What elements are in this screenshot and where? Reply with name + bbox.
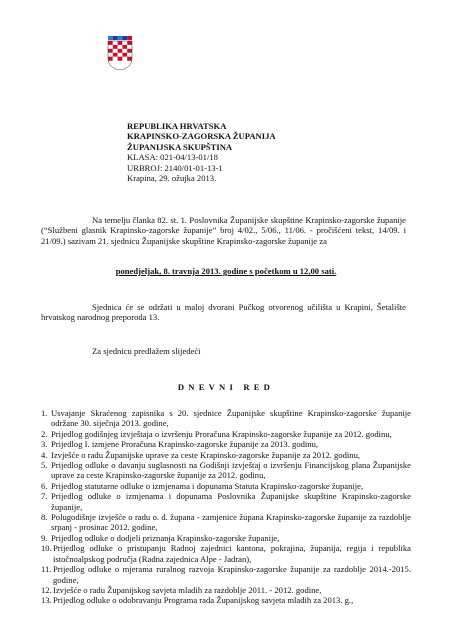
agenda-item	[41, 481, 411, 491]
intro-paragraph: Na temelju članka 82. st. 1. Poslovnika Županijske skupštine Krapinsko-zagorske županije (“Službeni glasnik Krapinsko-zagorske županije” broj 4/02., 5/06., 11/06. - pročišćeni tekst, 14/09. i 21/09.) sazivam 21. sjednicu Županijske skupštine Krapinsko-zagorske županije za	[41, 215, 406, 246]
agenda-item	[41, 408, 411, 429]
agenda-item	[41, 595, 411, 605]
agenda-item	[41, 543, 411, 564]
proposal-line: Za sjednicu predlažem slijedeći	[92, 346, 201, 356]
crest-square	[108, 41, 113, 45]
agenda-item-text: Prijedlog I. izmjene Proračuna Krapinsko-zagorske županije za 2013. godinu,	[51, 439, 319, 450]
agenda-item-text: Prijedlog odluke o dodjeli priznanja Krapinsko-zagorske županije,	[51, 532, 280, 543]
crest-square	[122, 49, 127, 53]
crest-square	[113, 53, 118, 57]
crest-square	[118, 45, 123, 49]
agenda-item-number: 7.	[41, 491, 48, 502]
crest-square	[113, 49, 118, 53]
agenda-item	[41, 533, 411, 543]
agenda-item-text: Izvješće o radu Županijske uprave za ceste Krapinsko-zagorske županije za 2012. godinu,	[51, 449, 361, 460]
header-country: REPUBLIKA HRVATSKA	[127, 121, 227, 131]
agenda-item	[41, 585, 411, 595]
crest-square	[108, 57, 113, 61]
agenda-title	[0, 382, 452, 392]
agenda-item-number: 1.	[41, 408, 48, 418]
agenda-item-number: 8.	[41, 512, 48, 523]
crest-square	[127, 57, 132, 61]
crest-square	[122, 57, 127, 61]
crest-square	[122, 53, 127, 57]
crest-square	[118, 49, 123, 53]
crest-square	[113, 57, 118, 61]
header-place-date: Krapina, 29. ožujka 2013.	[127, 173, 217, 184]
agenda-item	[41, 491, 411, 512]
agenda-item-text: Izvješće o radu Županijskog savjeta mladih za razdoblje 2011. - 2012. godine,	[53, 584, 322, 595]
header-urbroj: URBROJ: 2140/01-01-13-1	[127, 162, 223, 173]
agenda-item-number: 13.	[41, 595, 52, 606]
location-paragraph: Sjednica će se održati u maloj dvorani Pučkog otvorenog učilišta u Krapini, Šetalište hrvatskog narodnog preporoda 13.	[41, 302, 406, 323]
crest-square	[127, 53, 132, 57]
agenda-item-number: 10.	[41, 543, 52, 554]
agenda-item-text: Prijedlog odluke o davanju suglasnosti na Godišnji izvještaj o izvršenju Financijskog plana Županijske uprave za ceste Krapinsko-zagorske županije za 2012. godinu,	[51, 460, 411, 481]
crest-square	[108, 53, 113, 57]
agenda-item-number: 5.	[41, 460, 48, 471]
agenda-item	[41, 450, 411, 460]
agenda-item-text: Prijedlog odluke o mjerama ruralnog razvoja Krapinsko-zagorske županije za razdoblje 2014.-2015. godine,	[53, 564, 411, 585]
agenda-item	[41, 439, 411, 449]
header-klasa: KLASA: 021-04/13-01/18	[127, 152, 218, 163]
agenda-list	[41, 408, 411, 606]
agenda-item-number: 12.	[41, 584, 52, 595]
agenda-item-text: Prijedlog odluke o pristupanju Radnoj zajednici kantona, pokrajina, županija, regija i republika istočnoalpskog područja (Radna zajednica Alpe - Jadran),	[53, 543, 411, 564]
crest-square	[113, 45, 118, 49]
agenda-item-text: Usvajanje Skraćenog zapisnika s 20. sjednice Županijske skupštine Krapinsko-zagorske županije održane 30. siječnja 2013. godine,	[51, 408, 411, 429]
agenda-item-text: Prijedlog godišnjeg izvještaja o izvršenju Proračuna Krapinsko-zagorske županije za 2012. godinu,	[51, 428, 392, 439]
agenda-item-number: 4.	[41, 449, 48, 460]
crest-square	[113, 41, 118, 45]
agenda-item	[41, 429, 411, 439]
header-county: KRAPINSKO-ZAGORSKA ŽUPANIJA	[127, 131, 276, 142]
agenda-item-text: Prijedlog odluke o odobravanju Programa rada Županijskog savjeta mladih za 2013. g.,	[53, 595, 354, 606]
crest-square	[127, 49, 132, 53]
header-assembly: ŽUPANIJSKA SKUPŠTINA	[127, 141, 233, 152]
letter-header	[127, 121, 427, 183]
agenda-item-number: 2.	[41, 428, 48, 439]
agenda-item	[41, 512, 411, 533]
agenda-item-number: 3.	[41, 439, 48, 450]
crest-square	[108, 45, 113, 49]
agenda-item	[41, 460, 411, 481]
session-date: ponedjeljak, 8. travnja 2013. godine s početkom u 12,00 sati.	[115, 266, 337, 276]
agenda-item-text: Prijedlog statutarne odluke o izmjenama i dopunama Statuta Krapinsko-zagorske županije,	[51, 480, 364, 491]
agenda-item-number: 9.	[41, 532, 48, 543]
crest-square	[127, 41, 132, 45]
agenda-item	[41, 564, 411, 585]
agenda-item-number: 6.	[41, 480, 48, 491]
croatian-coat-of-arms-icon	[106, 36, 134, 70]
agenda-title-text: DNEVNI RED	[177, 382, 275, 392]
agenda-item-number: 11.	[41, 564, 52, 575]
crest-square	[122, 41, 127, 45]
agenda-item-text: Polugodišnje izvješće o radu o. d. župana - zamjenice župana Krapinsko-zagorske županije za razdoblje srpanj - prosinac 2012. godine,	[51, 512, 411, 533]
crest-square	[118, 41, 123, 45]
crest-square	[127, 45, 132, 49]
crest-square	[108, 49, 113, 53]
crest-square	[118, 57, 123, 61]
crest-square	[118, 53, 123, 57]
crest-square	[122, 45, 127, 49]
agenda-item-text: Prijedlog odluke o izmjenama i dopunama Poslovnika Županijske skupštine Krapinsko-zagorske županije,	[51, 491, 411, 512]
